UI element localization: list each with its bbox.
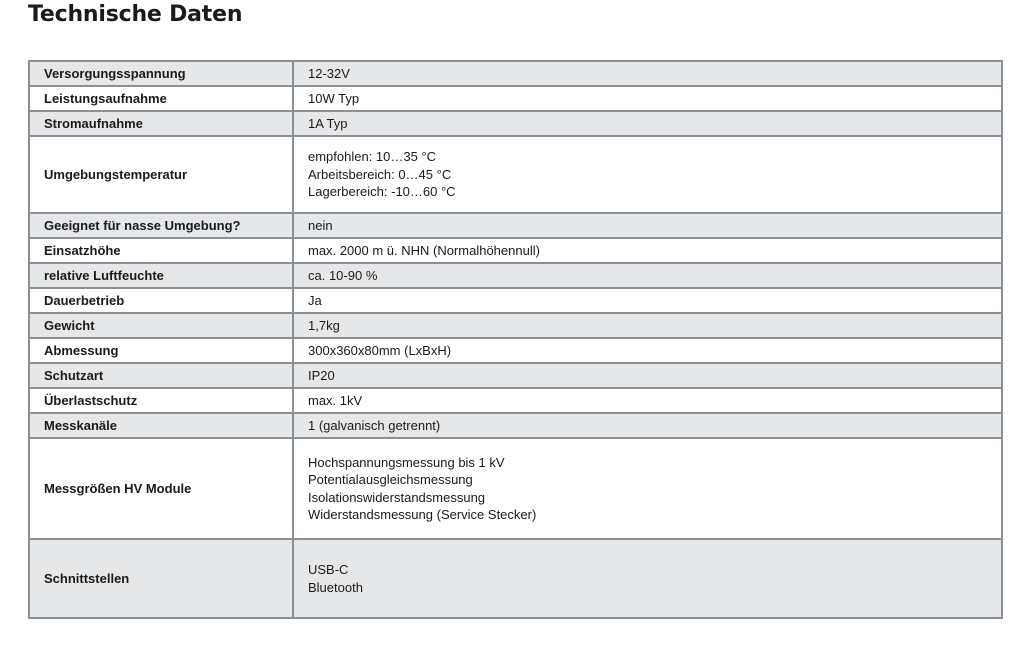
- spec-row-versorgungsspannung: [29, 61, 1002, 86]
- spec-label: Messkanäle: [29, 413, 293, 438]
- spec-row-nasse-umgebung: [29, 213, 1002, 238]
- spec-label: Dauerbetrieb: [29, 288, 293, 313]
- spec-row-stromaufnahme: [29, 111, 1002, 136]
- spec-value-line: max. 1kV: [308, 392, 363, 408]
- spec-value-line: Ja: [308, 292, 322, 308]
- spec-value-line: 1 (galvanisch getrennt): [308, 417, 441, 433]
- spec-value: [293, 213, 1002, 238]
- spec-value-line: Arbeitsbereich: 0…45 °C: [308, 166, 452, 182]
- spec-value: [293, 61, 1002, 86]
- spec-value: [293, 388, 1002, 413]
- spec-label: Umgebungstemperatur: [29, 136, 293, 213]
- spec-value-line: 12-32V: [308, 65, 350, 81]
- spec-row-dauerbetrieb: [29, 288, 1002, 313]
- spec-label: Geeignet für nasse Umgebung?: [29, 213, 293, 238]
- spec-value: [293, 263, 1002, 288]
- spec-row-schnittstellen: [29, 539, 1002, 618]
- spec-value: [293, 313, 1002, 338]
- spec-value-line: Isolationswiderstandsmessung: [308, 489, 486, 505]
- spec-row-umgebungstemperatur: [29, 136, 1002, 213]
- spec-label: Versorgungsspannung: [29, 61, 293, 86]
- spec-value-line: 300x360x80mm (LxBxH): [308, 342, 452, 358]
- spec-label: Leistungsaufnahme: [29, 86, 293, 111]
- spec-row-messkanaele: [29, 413, 1002, 438]
- spec-row-gewicht: [29, 313, 1002, 338]
- spec-label: Schnittstellen: [29, 539, 293, 618]
- specs-table: [28, 60, 1003, 619]
- spec-value: [293, 539, 1002, 618]
- spec-row-ueberlastschutz: [29, 388, 1002, 413]
- spec-value-line: 1,7kg: [308, 317, 340, 333]
- spec-value-line: Potentialausgleichsmessung: [308, 472, 473, 487]
- spec-label: Schutzart: [29, 363, 293, 388]
- spec-value-line: USB-C: [308, 562, 349, 577]
- spec-label: Stromaufnahme: [29, 111, 293, 136]
- spec-label: Gewicht: [29, 313, 293, 338]
- spec-value-line: Hochspannungsmessung bis 1 kV: [308, 454, 505, 470]
- spec-value: [293, 438, 1002, 539]
- spec-value: [293, 363, 1002, 388]
- spec-row-leistungsaufnahme: [29, 86, 1002, 111]
- spec-value-line: 10W Typ: [308, 90, 360, 106]
- spec-value-line: ca. 10-90 %: [308, 267, 378, 283]
- spec-label: Einsatzhöhe: [29, 238, 293, 263]
- spec-label: Überlastschutz: [29, 388, 293, 413]
- spec-value-line: Lagerbereich: -10…60 °C: [308, 184, 456, 200]
- spec-value: [293, 413, 1002, 438]
- spec-value-line: nein: [308, 217, 333, 233]
- spec-label: relative Luftfeuchte: [29, 263, 293, 288]
- spec-label: Abmessung: [29, 338, 293, 363]
- spec-value: [293, 238, 1002, 263]
- spec-row-luftfeuchte: [29, 263, 1002, 288]
- page-title: Technische Daten: [28, 2, 243, 27]
- spec-row-abmessung: [29, 338, 1002, 363]
- spec-value: [293, 338, 1002, 363]
- spec-value-line: empfohlen: 10…35 °C: [308, 149, 437, 165]
- spec-value: [293, 86, 1002, 111]
- spec-row-einsatzhoehe: [29, 238, 1002, 263]
- spec-value-line: Bluetooth: [308, 579, 363, 595]
- spec-value: [293, 288, 1002, 313]
- spec-value-line: IP20: [308, 367, 335, 383]
- spec-value: [293, 136, 1002, 213]
- spec-label: Messgrößen HV Module: [29, 438, 293, 539]
- spec-value-line: 1A Typ: [308, 115, 348, 131]
- spec-value: [293, 111, 1002, 136]
- spec-value-line: max. 2000 m ü. NHN (Normalhöhennull): [308, 242, 540, 258]
- spec-row-schutzart: [29, 363, 1002, 388]
- spec-value-line: Widerstandsmessung (Service Stecker): [308, 507, 537, 522]
- spec-row-messgroessen: [29, 438, 1002, 539]
